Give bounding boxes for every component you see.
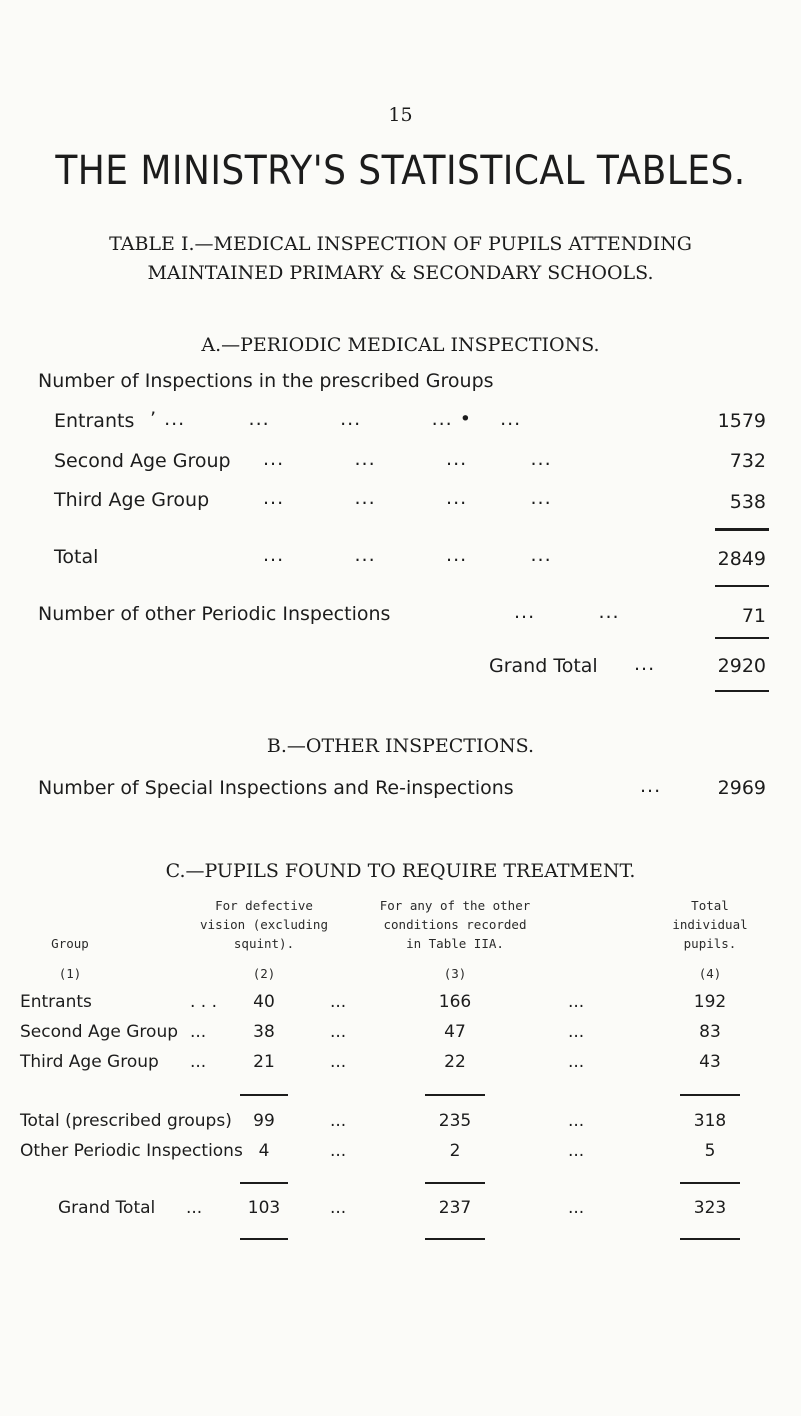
- value-entrants: 1579: [717, 410, 766, 432]
- table-title-line2: MAINTAINED PRIMARY & SECONDARY SCHOOLS.: [147, 262, 654, 284]
- table-cell-c2: 99: [253, 1111, 275, 1131]
- leader-dots: . . .: [190, 992, 218, 1012]
- other-periodic-value: 71: [741, 605, 766, 627]
- leader-dots: ...: [640, 775, 662, 797]
- leader-dots: ...: [568, 1022, 585, 1042]
- leader-dots: ... ...: [514, 601, 620, 623]
- row-label-third-age: Third Age Group: [54, 489, 210, 511]
- other-periodic-label: Number of other Periodic Inspections: [38, 603, 391, 625]
- table-cell-c3: 235: [438, 1111, 472, 1131]
- table-cell-c4: 192: [693, 992, 727, 1012]
- special-inspections-label: Number of Special Inspections and Re-inspections: [38, 777, 514, 799]
- row-label-second-age: Second Age Group: [54, 450, 231, 472]
- col3-number: (3): [443, 966, 467, 981]
- leader-dots: ... ... ... ...: [263, 544, 552, 566]
- col2-number: (2): [252, 966, 276, 981]
- value-second-age: 732: [729, 450, 766, 472]
- divider-rule: [715, 637, 769, 639]
- col2-header-line2: vision (excluding: [200, 917, 328, 932]
- leader-dots: ...: [330, 992, 347, 1012]
- table-cell-c3: 2: [449, 1141, 461, 1161]
- col3-header-line3: in Table IIA.: [406, 936, 504, 951]
- section-b-heading: B.—OTHER INSPECTIONS.: [266, 735, 535, 757]
- table-row-label: Third Age Group: [20, 1052, 159, 1072]
- table-cell-c3: 166: [438, 992, 472, 1012]
- special-inspections-value: 2969: [717, 777, 766, 799]
- leader-dots: ...: [330, 1198, 347, 1218]
- table-cell-c3: 237: [438, 1198, 472, 1218]
- table-cell-c2: 103: [247, 1198, 281, 1218]
- table-cell-c4: 5: [704, 1141, 716, 1161]
- col1-header: Group: [51, 936, 89, 951]
- table-row-label: Grand Total: [58, 1198, 156, 1218]
- table-cell-c4: 83: [699, 1022, 721, 1042]
- leader-dots: ...: [568, 1111, 585, 1131]
- divider-rule: [680, 1094, 740, 1096]
- leader-dots: ...: [190, 1022, 207, 1042]
- leader-dots: ...: [634, 653, 656, 675]
- value-third-age: 538: [729, 491, 766, 513]
- table-row-label: Second Age Group: [20, 1022, 179, 1042]
- section-a-intro: Number of Inspections in the prescribed Groups: [38, 370, 494, 392]
- divider-rule: [715, 528, 769, 531]
- table-cell-c4: 43: [699, 1052, 721, 1072]
- section-c-heading: C.—PUPILS FOUND TO REQUIRE TREATMENT.: [165, 860, 636, 882]
- table-cell-c2: 40: [253, 992, 275, 1012]
- divider-rule: [680, 1238, 740, 1240]
- col3-header-line1: For any of the other: [379, 898, 531, 913]
- grand-total-value: 2920: [717, 655, 766, 677]
- table-title-line1: TABLE I.—MEDICAL INSPECTION OF PUPILS ATTENDING: [109, 233, 692, 255]
- divider-rule: [240, 1182, 288, 1184]
- main-title: THE MINISTRY'S STATISTICAL TABLES.: [55, 148, 746, 194]
- leader-dots: ’ ... ... ... ... • ...: [150, 408, 522, 430]
- table-cell-c4: 323: [693, 1198, 727, 1218]
- table-cell-c2: 21: [253, 1052, 275, 1072]
- leader-dots: ...: [568, 992, 585, 1012]
- leader-dots: ...: [330, 1052, 347, 1072]
- table-row-label: Other Periodic Inspections: [20, 1141, 243, 1161]
- table-row-label: Entrants: [20, 992, 92, 1012]
- leader-dots: ...: [330, 1022, 347, 1042]
- leader-dots: ...: [186, 1198, 203, 1218]
- table-cell-c3: 47: [444, 1022, 466, 1042]
- divider-rule: [715, 690, 769, 692]
- leader-dots: ...: [330, 1111, 347, 1131]
- leader-dots: ...: [568, 1141, 585, 1161]
- col4-header-line1: Total: [691, 898, 729, 913]
- col3-header-line2: conditions recorded: [383, 917, 527, 932]
- leader-dots: ...: [568, 1052, 585, 1072]
- leader-dots: ...: [568, 1198, 585, 1218]
- table-cell-c4: 318: [693, 1111, 727, 1131]
- table-cell-c2: 38: [253, 1022, 275, 1042]
- col4-number: (4): [698, 966, 722, 981]
- divider-rule: [715, 585, 769, 587]
- row-label-entrants: Entrants: [54, 410, 135, 432]
- col4-header-line3: pupils.: [683, 936, 737, 951]
- table-row-label: Total (prescribed groups): [20, 1111, 232, 1131]
- leader-dots: ... ... ... ...: [263, 448, 552, 470]
- divider-rule: [680, 1182, 740, 1184]
- table-cell-c2: 4: [258, 1141, 270, 1161]
- divider-rule: [425, 1238, 485, 1240]
- leader-dots: ... ... ... ...: [263, 487, 552, 509]
- page-number: 15: [388, 104, 413, 126]
- leader-dots: ...: [330, 1141, 347, 1161]
- col2-header-line1: For defective: [215, 898, 313, 913]
- section-a-heading: A.—PERIODIC MEDICAL INSPECTIONS.: [201, 334, 600, 356]
- divider-rule: [425, 1094, 485, 1096]
- table-cell-c3: 22: [444, 1052, 466, 1072]
- col1-number: (1): [58, 966, 82, 981]
- leader-dots: ...: [190, 1052, 207, 1072]
- col4-header-line2: individual: [672, 917, 748, 932]
- col2-header-line3: squint).: [233, 936, 295, 951]
- divider-rule: [425, 1182, 485, 1184]
- total-label: Total: [54, 546, 99, 568]
- divider-rule: [240, 1094, 288, 1096]
- divider-rule: [240, 1238, 288, 1240]
- grand-total-label: Grand Total: [489, 655, 598, 677]
- total-value: 2849: [717, 548, 766, 570]
